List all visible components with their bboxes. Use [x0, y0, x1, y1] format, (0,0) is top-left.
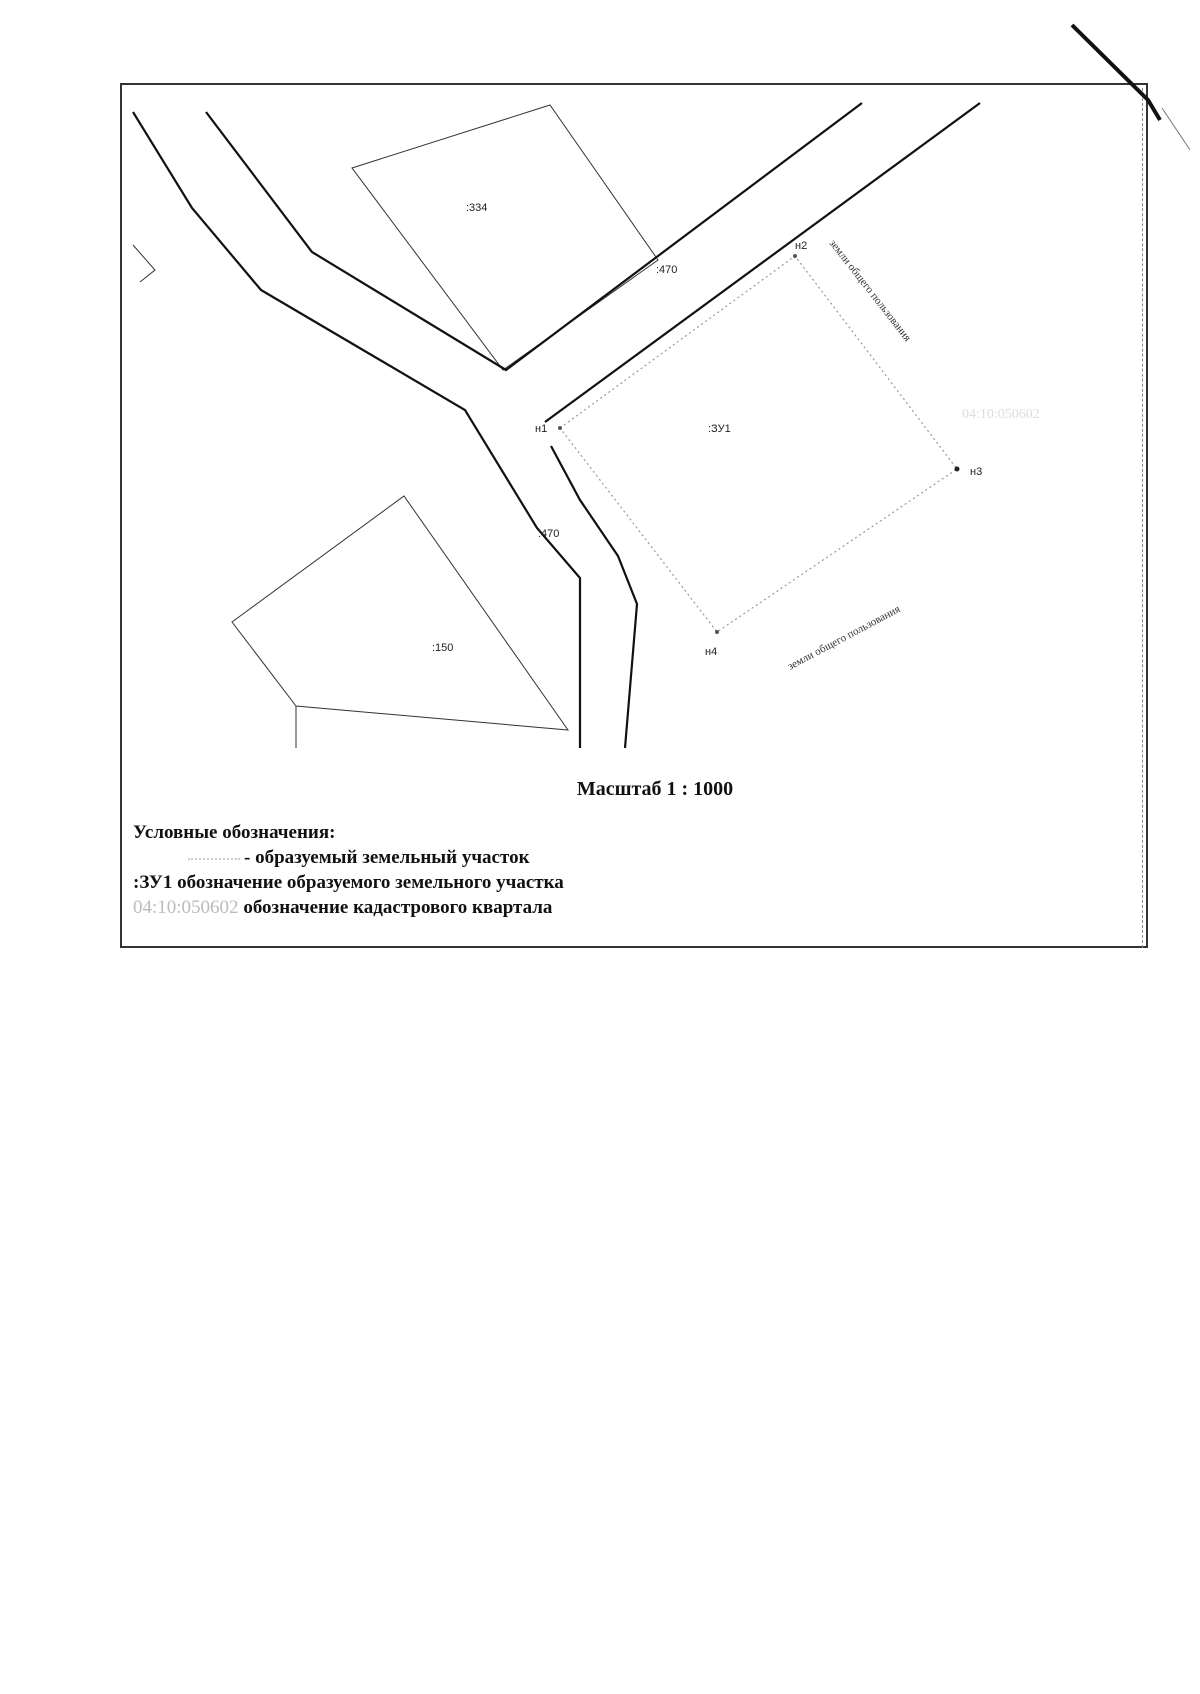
label-point-n2: н2 [795, 240, 808, 252]
parcel-zu1-boundary [560, 256, 957, 632]
legend-zu1-code: :ЗУ1 [133, 872, 173, 893]
legend-item-quarter [133, 895, 564, 920]
point-n2-marker [793, 254, 797, 258]
legend-item-formed-plot [133, 845, 564, 870]
label-point-n1: н1 [535, 423, 548, 435]
road-470-right-edge [206, 103, 862, 370]
left-edge-stub [133, 245, 155, 282]
scan-artifact-line [1072, 25, 1160, 120]
label-point-n4: н4 [705, 646, 718, 658]
label-parcel-334: :334 [466, 202, 488, 214]
scan-artifact-line-2 [1162, 108, 1190, 150]
legend-item-zu1 [133, 870, 564, 895]
legend [133, 820, 564, 920]
point-n3-marker [955, 467, 960, 472]
legend-title: Условные обозначения: [133, 822, 336, 843]
legend-quarter-code: 04:10:050602 [133, 897, 239, 918]
label-common-land-right: земли общего пользования [826, 237, 914, 344]
label-parcel-470-top: :470 [656, 264, 678, 276]
label-point-n3: н3 [970, 466, 983, 478]
label-parcel-470-bottom: :470 [538, 528, 560, 540]
parcel-150-boundary [232, 496, 568, 730]
label-parcel-zu1: :ЗУ1 [708, 423, 731, 435]
road-470-main [545, 103, 980, 422]
legend-quarter-text: обозначение кадастрового квартала [243, 897, 553, 918]
dotted-line-swatch [188, 858, 240, 860]
label-common-land-bottom: земли общего пользования [785, 603, 903, 673]
map-scale: Масштаб 1 : 1000 [576, 778, 734, 800]
label-parcel-150: :150 [432, 642, 454, 654]
road-470-south [551, 446, 637, 748]
point-n4-marker [715, 630, 719, 634]
legend-zu1-text: обозначение образуемого земельного участка [177, 872, 564, 893]
parcel-334-boundary [352, 105, 658, 370]
point-n1-marker [558, 426, 562, 430]
faint-quarter-label: 04:10:050602 [962, 407, 1040, 422]
road-470-left-edge [133, 112, 580, 748]
legend-formed-plot-text: - образуемый земельный участок [244, 847, 530, 868]
